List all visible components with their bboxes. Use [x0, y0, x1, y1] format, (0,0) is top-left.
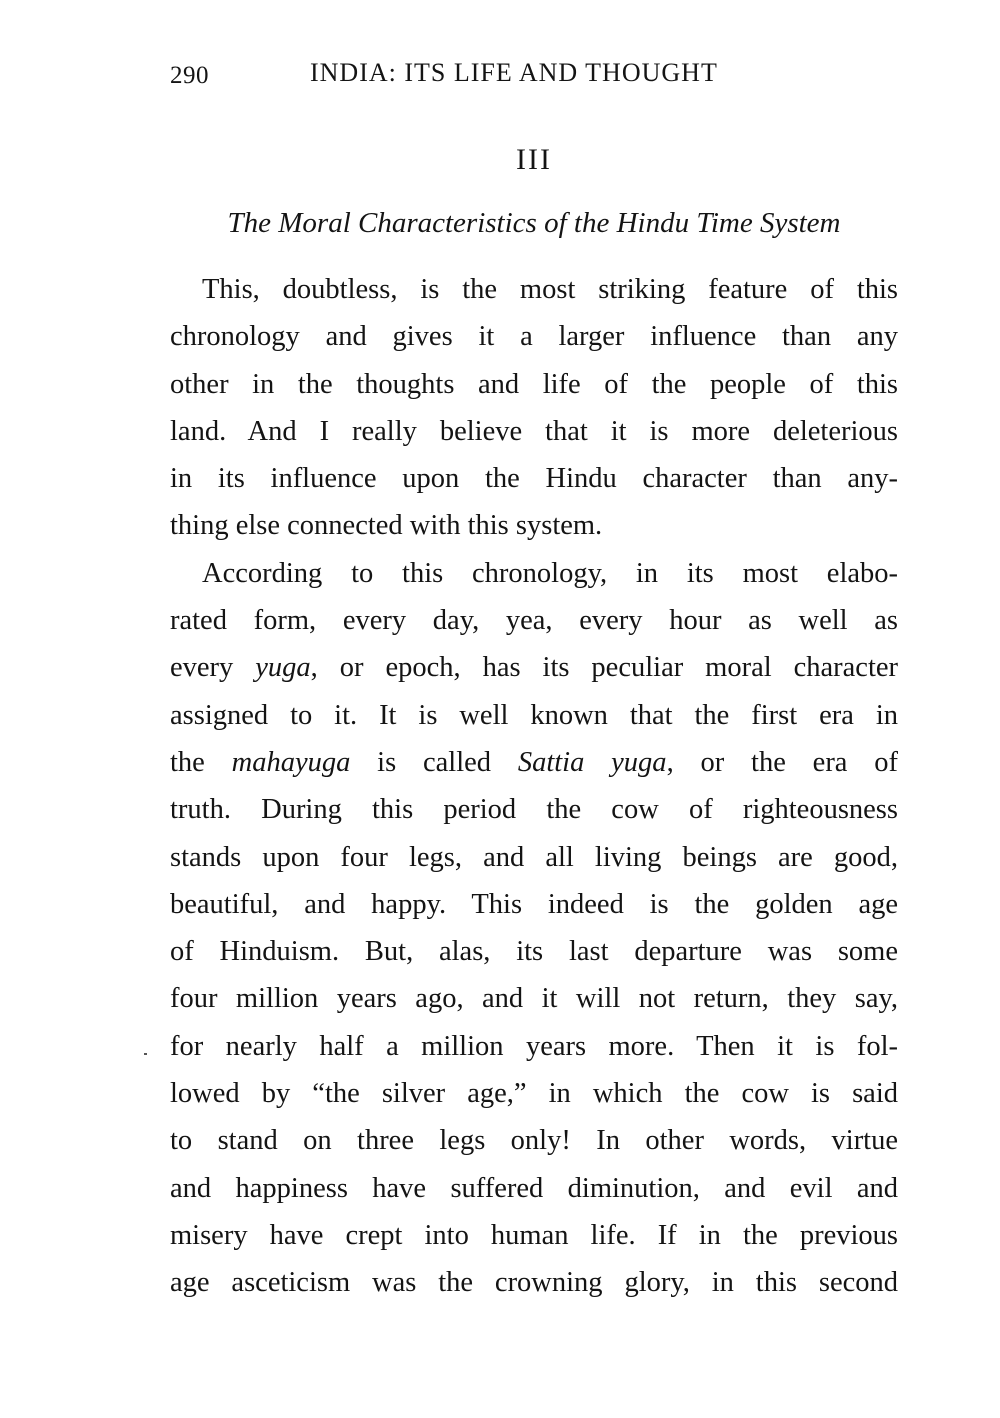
text-line-with-italics: [170, 644, 898, 691]
italic-term: Sattia yuga: [517, 746, 667, 778]
text-line: other in the thoughts and life of the people of this: [170, 368, 898, 400]
paragraph-1: [170, 266, 898, 550]
text-line: chronology and gives it a larger influence than any: [170, 321, 898, 353]
text-run: is called: [350, 746, 518, 778]
paragraph-2: [170, 550, 898, 1307]
running-head: [170, 58, 898, 94]
text-run: , or the era of: [666, 746, 899, 778]
text-line: four million years ago, and it will not return, they say,: [170, 983, 898, 1015]
text-line: This, doubtless, is the most striking feature of this: [202, 274, 898, 305]
text-line: stands upon four legs, and all living beings are good,: [170, 841, 898, 873]
text-line: of Hinduism. But, alas, its last departure was some: [170, 936, 898, 968]
text-run: every: [170, 652, 256, 684]
text-line: for nearly half a million years more. Then it is fol-: [170, 1030, 898, 1062]
text-line: assigned to it. It is well known that the first era in: [170, 699, 898, 731]
text-line: age asceticism was the crowning glory, in this second: [170, 1267, 898, 1299]
text-line: in its influence upon the Hindu character than any-: [170, 463, 898, 495]
text-run: the: [170, 746, 232, 778]
italic-term: yuga: [255, 652, 311, 684]
text-line: to stand on three legs only! In other words, virtue: [170, 1125, 898, 1157]
text-line: lowed by “the silver age,” in which the cow is said: [170, 1078, 898, 1110]
body-text: [170, 266, 898, 1307]
text-line: land. And I really believe that it is more deleterious: [170, 415, 898, 447]
print-speck: [144, 1053, 147, 1055]
text-run: , or epoch, has its peculiar moral character: [310, 652, 899, 684]
text-line: misery have crept into human life. If in the previous: [170, 1219, 898, 1251]
text-line: thing else connected with this system.: [170, 510, 603, 542]
text-line: and happiness have suffered diminution, and evil and: [170, 1172, 898, 1204]
italic-term: mahayuga: [231, 746, 351, 778]
running-title: INDIA: ITS LIFE AND THOUGHT: [310, 58, 718, 87]
text-line-with-italics: [170, 739, 898, 786]
text-line: According to this chronology, in its most elabo-: [202, 557, 898, 589]
text-line: truth. During this period the cow of righteousness: [170, 794, 898, 826]
text-line: rated form, every day, yea, every hour as well as: [170, 605, 898, 637]
section-title: The Moral Characteristics of the Hindu Time System: [227, 207, 841, 239]
section-number: III: [516, 143, 552, 176]
page-number: 290: [170, 62, 209, 89]
text-line: beautiful, and happy. This indeed is the golden age: [170, 888, 898, 920]
